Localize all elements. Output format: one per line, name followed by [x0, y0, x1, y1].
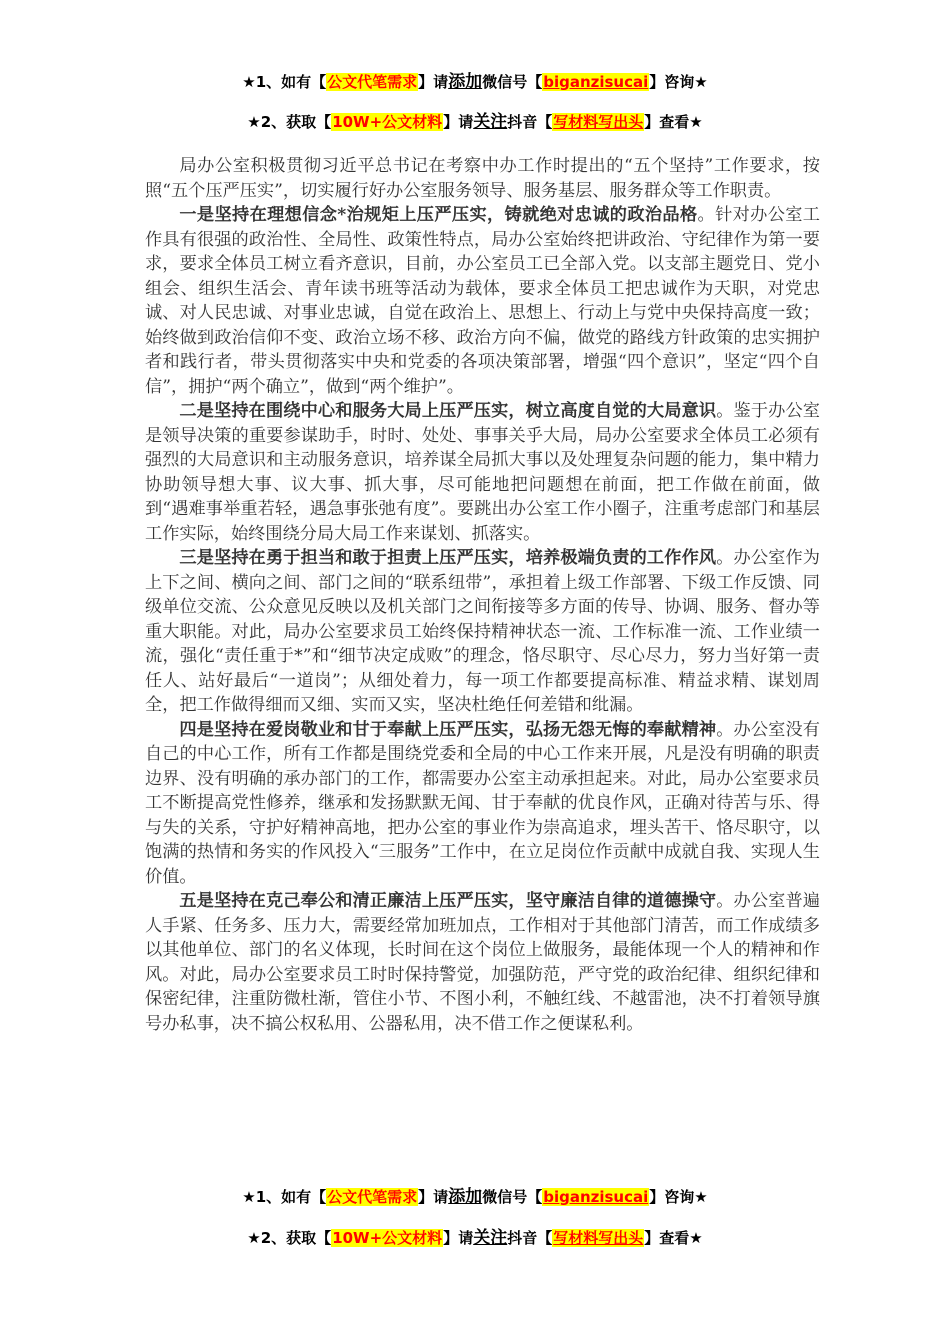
promo-tag-highlight: 10W+公文材料	[332, 113, 443, 131]
promo-prefix: ★2、获取【	[247, 1229, 332, 1247]
section-lead: 一是坚持在理想信念*治规矩上压严压实，铸就绝对忠诚的政治品格	[179, 205, 698, 225]
promo-mid: 】请	[418, 1188, 449, 1206]
promo-handle-highlight: 写材料写出头	[553, 1229, 644, 1247]
promo-line-wechat-footer	[0, 1186, 950, 1208]
promo-suffix: 】查看★	[644, 1229, 703, 1247]
article-body	[145, 154, 820, 1036]
section-lead: 三是坚持在勇于担当和敢于担责上压严压实，培养极端负责的工作作风	[179, 548, 717, 568]
promo-mid: 微信号【	[482, 1188, 543, 1206]
section-text: 。针对办公室工作具有很强的政治性、全局性、政策性特点，局办公室始终把讲政治、守纪律作为第一要求，要求全体员工树立看齐意识，目前，办公室员工已全部入党。以支部主题党日、党小组会、组织生活会、青年读书班等活动为载体，要求全体员工把忠诚作为天职，对党忠诚、对人民忠诚、对事业忠诚，自觉在政治上、思想上、行动上与党中央保持高度一致；始终做到政治信仰不变、政治立场不移、政治方向不偏，做党的路线方针政策的忠实拥护者和践行者，带头贯彻落实中央和党委的各项决策部署，增强“四个意识”，坚定“四个自信”，拥护“两个确立”，做到“两个维护”。	[145, 205, 820, 397]
section-text: 。办公室普遍人手紧、任务多、压力大，需要经常加班加点，工作相对于其他部门清苦，而工作成绩多以其他单位、部门的名义体现，长时间在这个岗位上做服务，最能体现一个人的精神和作风。对此，局办公室要求员工时时保持警觉，加强防范，严守党的政治纪律、组织纪律和保密纪律，注重防微杜渐，管住小节、不图小利，不触红线、不越雷池，决不打着领导旗号办私事，决不搞公权私用、公器私用，决不借工作之便谋私利。	[145, 891, 820, 1034]
promo-mid: 】请	[418, 73, 449, 91]
article-intro: 局办公室积极贯彻习近平总书记在考察中办工作时提出的“五个坚持”工作要求，按照“五个压严压实”，切实履行好办公室服务领导、服务基层、服务群众等工作职责。	[145, 156, 820, 201]
section-lead: 四是坚持在爱岗敬业和甘于奉献上压严压实，弘扬无怨无悔的奉献精神	[179, 719, 717, 740]
promo-tag-highlight: 公文代笔需求	[327, 73, 418, 91]
promo-line-wechat	[0, 71, 950, 93]
section-lead: 二是坚持在围绕中心和服务大局上压严压实，树立高度自觉的大局意识	[179, 401, 717, 421]
promo-mid: 】请	[443, 113, 474, 131]
article-section-1	[145, 203, 820, 399]
section-lead: 五是坚持在克己奉公和清正廉洁上压严压实，坚守廉洁自律的道德操守	[179, 891, 717, 911]
promo-emphasis: 添加	[448, 72, 483, 92]
article-section-2	[145, 399, 820, 546]
promo-mid: 微信号【	[482, 73, 543, 91]
promo-emphasis: 关注	[473, 112, 508, 132]
article-section-4	[145, 718, 820, 890]
promo-emphasis: 关注	[473, 1228, 508, 1248]
promo-suffix: 】咨询★	[649, 1188, 708, 1206]
promo-prefix: ★1、如有【	[242, 73, 327, 91]
section-text: 。办公室作为上下之间、横向之间、部门之间的“联系纽带”，承担着上级工作部署、下级工作反馈、同级单位交流、公众意见反映以及机关部门之间衔接等多方面的传导、协调、服务、督办等重大职能。对此，局办公室要求员工始终保持精神状态一流、工作标准一流、工作业绩一流，强化“责任重于*”和“细节决定成败”的理念，恪尽职守、尽心尽力，努力当好第一责任人、站好最后“一道岗”；从细处着力，每一项工作都要提高标准、精益求精、谋划周全，把工作做得细而又细、实而又实，坚决杜绝任何差错和纰漏。	[145, 548, 820, 715]
promo-mid: 抖音【	[507, 113, 553, 131]
promo-mid: 抖音【	[507, 1229, 553, 1247]
promo-emphasis: 添加	[448, 1187, 483, 1207]
section-text: 。办公室没有自己的中心工作，所有工作都是围绕党委和全局的中心工作来开展，凡是没有明确的职责边界、没有明确的承办部门的工作，都需要办公室主动承担起来。对此，局办公室要求员工不断提高党性修养，继承和发扬默默无闻、甘于奉献的优良作风，正确对待苦与乐、得与失的关系，守护好精神高地，把办公室的事业作为崇高追求，埋头苦干、恪尽职守，以饱满的热情和务实的作风投入“三服务”工作中，在立足岗位作贡献中成就自我、实现人生价值。	[145, 719, 820, 887]
article-section-3	[145, 546, 820, 718]
article-section-5	[145, 889, 820, 1036]
promo-handle-highlight: biganzisucai	[543, 73, 649, 91]
promo-prefix: ★1、如有【	[242, 1188, 327, 1206]
promo-tag-highlight: 公文代笔需求	[327, 1188, 418, 1206]
promo-handle-highlight: 写材料写出头	[553, 113, 644, 131]
promo-prefix: ★2、获取【	[247, 113, 332, 131]
promo-suffix: 】咨询★	[649, 73, 708, 91]
section-text: 。鉴于办公室是领导决策的重要参谋助手，时时、处处、事事关乎大局，局办公室要求全体员工必须有强烈的大局意识和主动服务意识，培养谋全局抓大事以及处理复杂问题的能力，集中精力协助领导想大事、议大事、抓大事，尽可能地把问题想在前面，把工作做在前面，做到“遇难事举重若轻，遇急事张弛有度”。要跳出办公室工作小圈子，注重考虑部门和基层工作实际，始终围绕分局大局工作来谋划、抓落实。	[145, 401, 820, 544]
promo-suffix: 】查看★	[644, 113, 703, 131]
promo-tag-highlight: 10W+公文材料	[332, 1229, 443, 1247]
promo-handle-highlight: biganzisucai	[543, 1188, 649, 1206]
promo-line-douyin-footer	[0, 1227, 950, 1249]
promo-mid: 】请	[443, 1229, 474, 1247]
promo-line-douyin	[0, 111, 950, 133]
